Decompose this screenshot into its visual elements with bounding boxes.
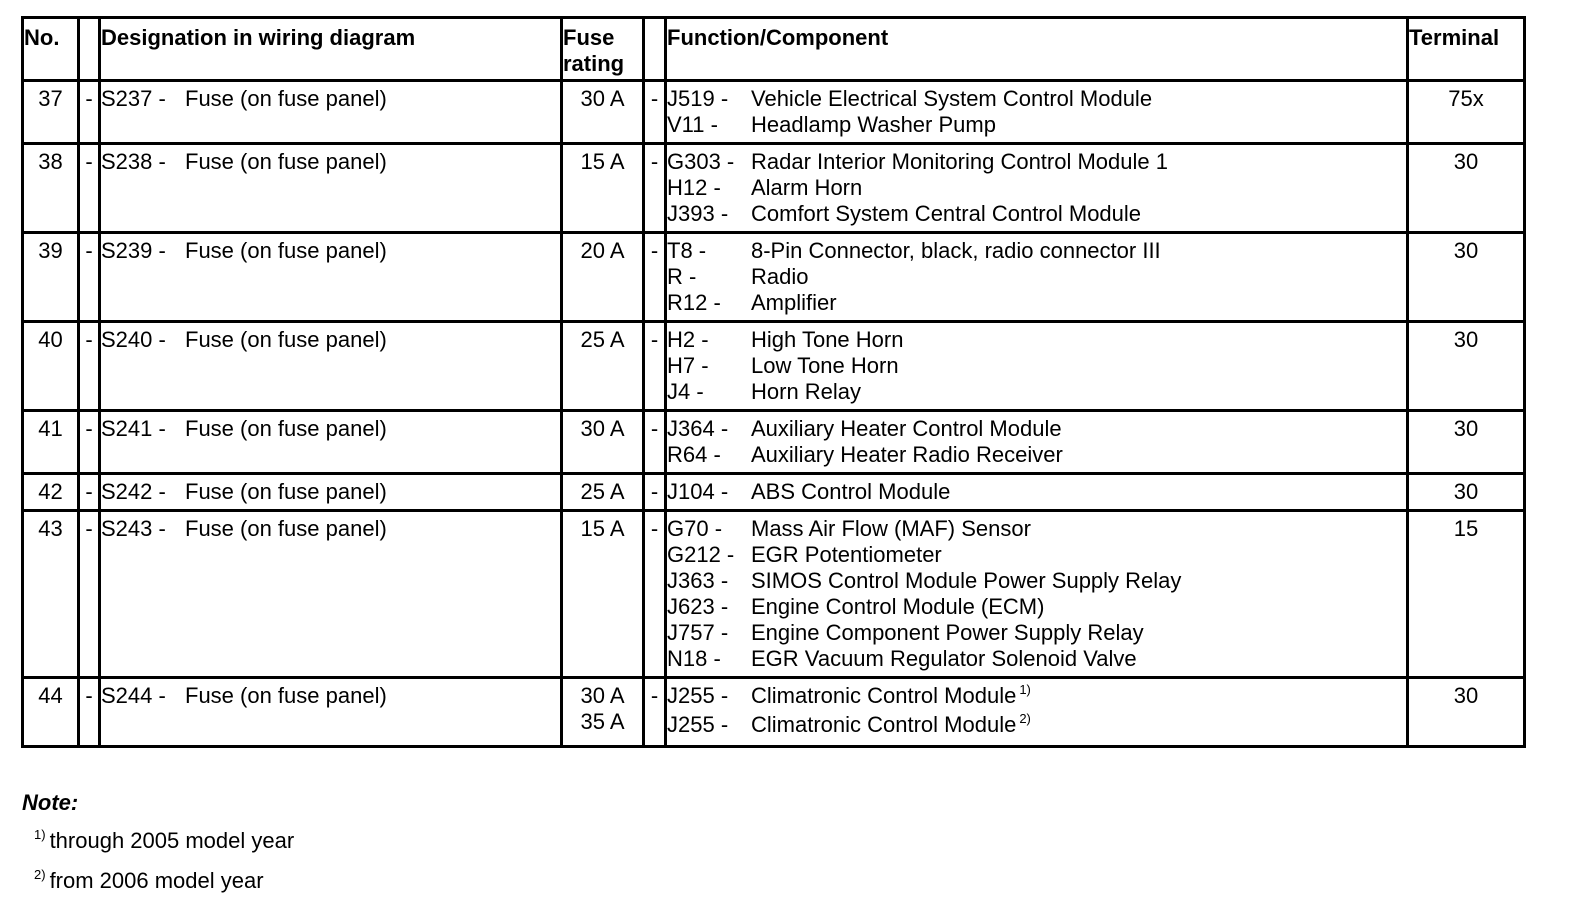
- row-number: 37: [23, 81, 79, 144]
- terminal: 30: [1408, 233, 1525, 322]
- fuse-code: S237 -: [101, 86, 166, 111]
- component-name: Comfort System Central Control Module: [751, 201, 1142, 226]
- component-code: G70 -: [667, 516, 723, 541]
- function-cell: [666, 474, 1408, 511]
- fuse-description: Fuse (on fuse panel): [185, 479, 387, 504]
- fuse-code: S243 -: [101, 516, 166, 541]
- component-code: T8 -: [667, 238, 707, 263]
- component-code: G212 -: [667, 542, 735, 567]
- designation-cell: [100, 474, 562, 511]
- component-code: N18 -: [667, 646, 721, 671]
- designation-cell: [100, 81, 562, 144]
- component-line: [667, 353, 1406, 379]
- component-code: R12 -: [667, 290, 721, 315]
- component-name: Radar Interior Monitoring Control Module 1: [751, 149, 1168, 174]
- note-marker: 2): [34, 867, 46, 882]
- component-line: [667, 416, 1406, 442]
- fuse-rating: 30 A: [562, 411, 644, 474]
- row-dash: -: [79, 474, 100, 511]
- header-function: Function/Component: [666, 18, 1408, 81]
- table-row: [23, 233, 1525, 322]
- row-dash: -: [79, 81, 100, 144]
- component-code: J255 -: [667, 712, 729, 737]
- notes: [22, 790, 294, 908]
- row-dash: -: [644, 474, 666, 511]
- component-line: [667, 516, 1406, 542]
- component-code: J519 -: [667, 86, 729, 111]
- note-text: through 2005 model year: [49, 828, 295, 853]
- function-cell: [666, 233, 1408, 322]
- terminal: 30: [1408, 322, 1525, 411]
- component-code: H12 -: [667, 175, 721, 200]
- component-code: R -: [667, 264, 697, 289]
- row-number: 40: [23, 322, 79, 411]
- component-name: Climatronic Control Module: [751, 712, 1017, 737]
- fuse-code: S238 -: [101, 149, 166, 174]
- component-line: [667, 646, 1406, 672]
- component-line: [667, 594, 1406, 620]
- fuse-rating: 15 A: [562, 144, 644, 233]
- component-code: J363 -: [667, 568, 729, 593]
- component-name: 8-Pin Connector, black, radio connector III: [751, 238, 1161, 263]
- component-line: [667, 112, 1406, 138]
- terminal: 30: [1408, 474, 1525, 511]
- component-line: [667, 86, 1406, 112]
- fuse-description: Fuse (on fuse panel): [185, 683, 387, 708]
- row-number: 44: [23, 678, 79, 747]
- footnote-marker: 2): [1019, 711, 1031, 726]
- component-name: Headlamp Washer Pump: [751, 112, 996, 137]
- table-row: [23, 144, 1525, 233]
- designation-cell: [100, 678, 562, 747]
- component-line: [667, 568, 1406, 594]
- fuse-table: [21, 16, 1526, 748]
- fuse-description: Fuse (on fuse panel): [185, 416, 387, 441]
- function-cell: [666, 81, 1408, 144]
- component-line: [667, 620, 1406, 646]
- component-name: High Tone Horn: [751, 327, 904, 352]
- fuse-description: Fuse (on fuse panel): [185, 327, 387, 352]
- header-designation: Designation in wiring diagram: [100, 18, 562, 81]
- row-number: 39: [23, 233, 79, 322]
- component-line: [667, 238, 1406, 264]
- component-name: ABS Control Module: [751, 479, 951, 504]
- row-dash: -: [79, 678, 100, 747]
- component-line: [667, 542, 1406, 568]
- terminal: 75x: [1408, 81, 1525, 144]
- function-cell: [666, 322, 1408, 411]
- component-name: Auxiliary Heater Control Module: [751, 416, 1062, 441]
- fuse-rating: 20 A: [562, 233, 644, 322]
- header-spacer: [79, 18, 100, 81]
- component-code: J393 -: [667, 201, 729, 226]
- designation-cell: [100, 511, 562, 678]
- designation-cell: [100, 144, 562, 233]
- terminal: 15: [1408, 511, 1525, 678]
- component-line: [667, 201, 1406, 227]
- component-code: J4 -: [667, 379, 704, 404]
- function-cell: [666, 678, 1408, 747]
- designation-cell: [100, 322, 562, 411]
- function-cell: [666, 511, 1408, 678]
- fuse-rating: 30 A: [562, 81, 644, 144]
- component-code: H2 -: [667, 327, 709, 352]
- terminal: 30: [1408, 411, 1525, 474]
- component-line: [667, 379, 1406, 405]
- component-line: [667, 479, 1406, 505]
- fuse-rating: 30 A 35 A: [562, 678, 644, 747]
- table-row: [23, 678, 1525, 747]
- component-name: Low Tone Horn: [751, 353, 899, 378]
- note-marker: 1): [34, 827, 46, 842]
- fuse-rating: 25 A: [562, 474, 644, 511]
- row-number: 42: [23, 474, 79, 511]
- component-name: EGR Vacuum Regulator Solenoid Valve: [751, 646, 1137, 671]
- fuse-rating: 15 A: [562, 511, 644, 678]
- component-name: Mass Air Flow (MAF) Sensor: [751, 516, 1031, 541]
- row-dash: -: [644, 322, 666, 411]
- row-dash: -: [644, 411, 666, 474]
- note-item: [22, 868, 294, 897]
- fuse-description: Fuse (on fuse panel): [185, 149, 387, 174]
- terminal: 30: [1408, 678, 1525, 747]
- component-line: [667, 712, 1406, 741]
- table-row: [23, 81, 1525, 144]
- component-line: [667, 290, 1406, 316]
- designation-cell: [100, 411, 562, 474]
- component-name: Climatronic Control Module: [751, 683, 1017, 708]
- row-number: 41: [23, 411, 79, 474]
- fuse-code: S241 -: [101, 416, 166, 441]
- row-dash: -: [644, 81, 666, 144]
- header-spacer: [644, 18, 666, 81]
- fuse-description: Fuse (on fuse panel): [185, 86, 387, 111]
- component-name: Engine Component Power Supply Relay: [751, 620, 1144, 645]
- table-row: [23, 411, 1525, 474]
- component-code: R64 -: [667, 442, 721, 467]
- function-cell: [666, 144, 1408, 233]
- header-no: No.: [23, 18, 79, 81]
- row-dash: -: [79, 322, 100, 411]
- row-dash: -: [644, 233, 666, 322]
- note-text: from 2006 model year: [49, 868, 264, 893]
- component-code: G303 -: [667, 149, 735, 174]
- component-code: J104 -: [667, 479, 729, 504]
- table-row: [23, 322, 1525, 411]
- component-name: Vehicle Electrical System Control Module: [751, 86, 1153, 111]
- component-line: [667, 683, 1406, 712]
- component-line: [667, 175, 1406, 201]
- component-line: [667, 149, 1406, 175]
- header-terminal: Terminal: [1408, 18, 1525, 81]
- header-row: [23, 18, 1525, 81]
- component-name: Radio: [751, 264, 809, 289]
- fuse-code: S240 -: [101, 327, 166, 352]
- component-name: Horn Relay: [751, 379, 862, 404]
- component-name: Engine Control Module (ECM): [751, 594, 1045, 619]
- component-code: J255 -: [667, 683, 729, 708]
- component-name: EGR Potentiometer: [751, 542, 942, 567]
- row-number: 38: [23, 144, 79, 233]
- terminal: 30: [1408, 144, 1525, 233]
- row-dash: -: [79, 144, 100, 233]
- note-list: [22, 828, 294, 897]
- component-name: SIMOS Control Module Power Supply Relay: [751, 568, 1182, 593]
- footnote-marker: 1): [1019, 682, 1031, 697]
- row-dash: -: [79, 511, 100, 678]
- table-row: [23, 474, 1525, 511]
- fuse-code: S244 -: [101, 683, 166, 708]
- row-number: 43: [23, 511, 79, 678]
- component-code: J623 -: [667, 594, 729, 619]
- component-name: Auxiliary Heater Radio Receiver: [751, 442, 1063, 467]
- header-fuse-rating: Fuse rating: [562, 18, 644, 81]
- component-code: J364 -: [667, 416, 729, 441]
- table-row: [23, 511, 1525, 678]
- component-code: H7 -: [667, 353, 709, 378]
- fuse-table-body: [23, 81, 1525, 747]
- component-line: [667, 327, 1406, 353]
- row-dash: -: [644, 678, 666, 747]
- note-item: [22, 828, 294, 857]
- fuse-rating: 25 A: [562, 322, 644, 411]
- fuse-description: Fuse (on fuse panel): [185, 516, 387, 541]
- row-dash: -: [644, 144, 666, 233]
- component-code: V11 -: [667, 112, 718, 137]
- fuse-code: S239 -: [101, 238, 166, 263]
- component-name: Alarm Horn: [751, 175, 863, 200]
- function-cell: [666, 411, 1408, 474]
- component-line: [667, 442, 1406, 468]
- component-line: [667, 264, 1406, 290]
- note-title: Note:: [22, 790, 79, 815]
- fuse-code: S242 -: [101, 479, 166, 504]
- row-dash: -: [79, 411, 100, 474]
- component-code: J757 -: [667, 620, 729, 645]
- row-dash: -: [79, 233, 100, 322]
- designation-cell: [100, 233, 562, 322]
- component-name: Amplifier: [751, 290, 837, 315]
- fuse-description: Fuse (on fuse panel): [185, 238, 387, 263]
- row-dash: -: [644, 511, 666, 678]
